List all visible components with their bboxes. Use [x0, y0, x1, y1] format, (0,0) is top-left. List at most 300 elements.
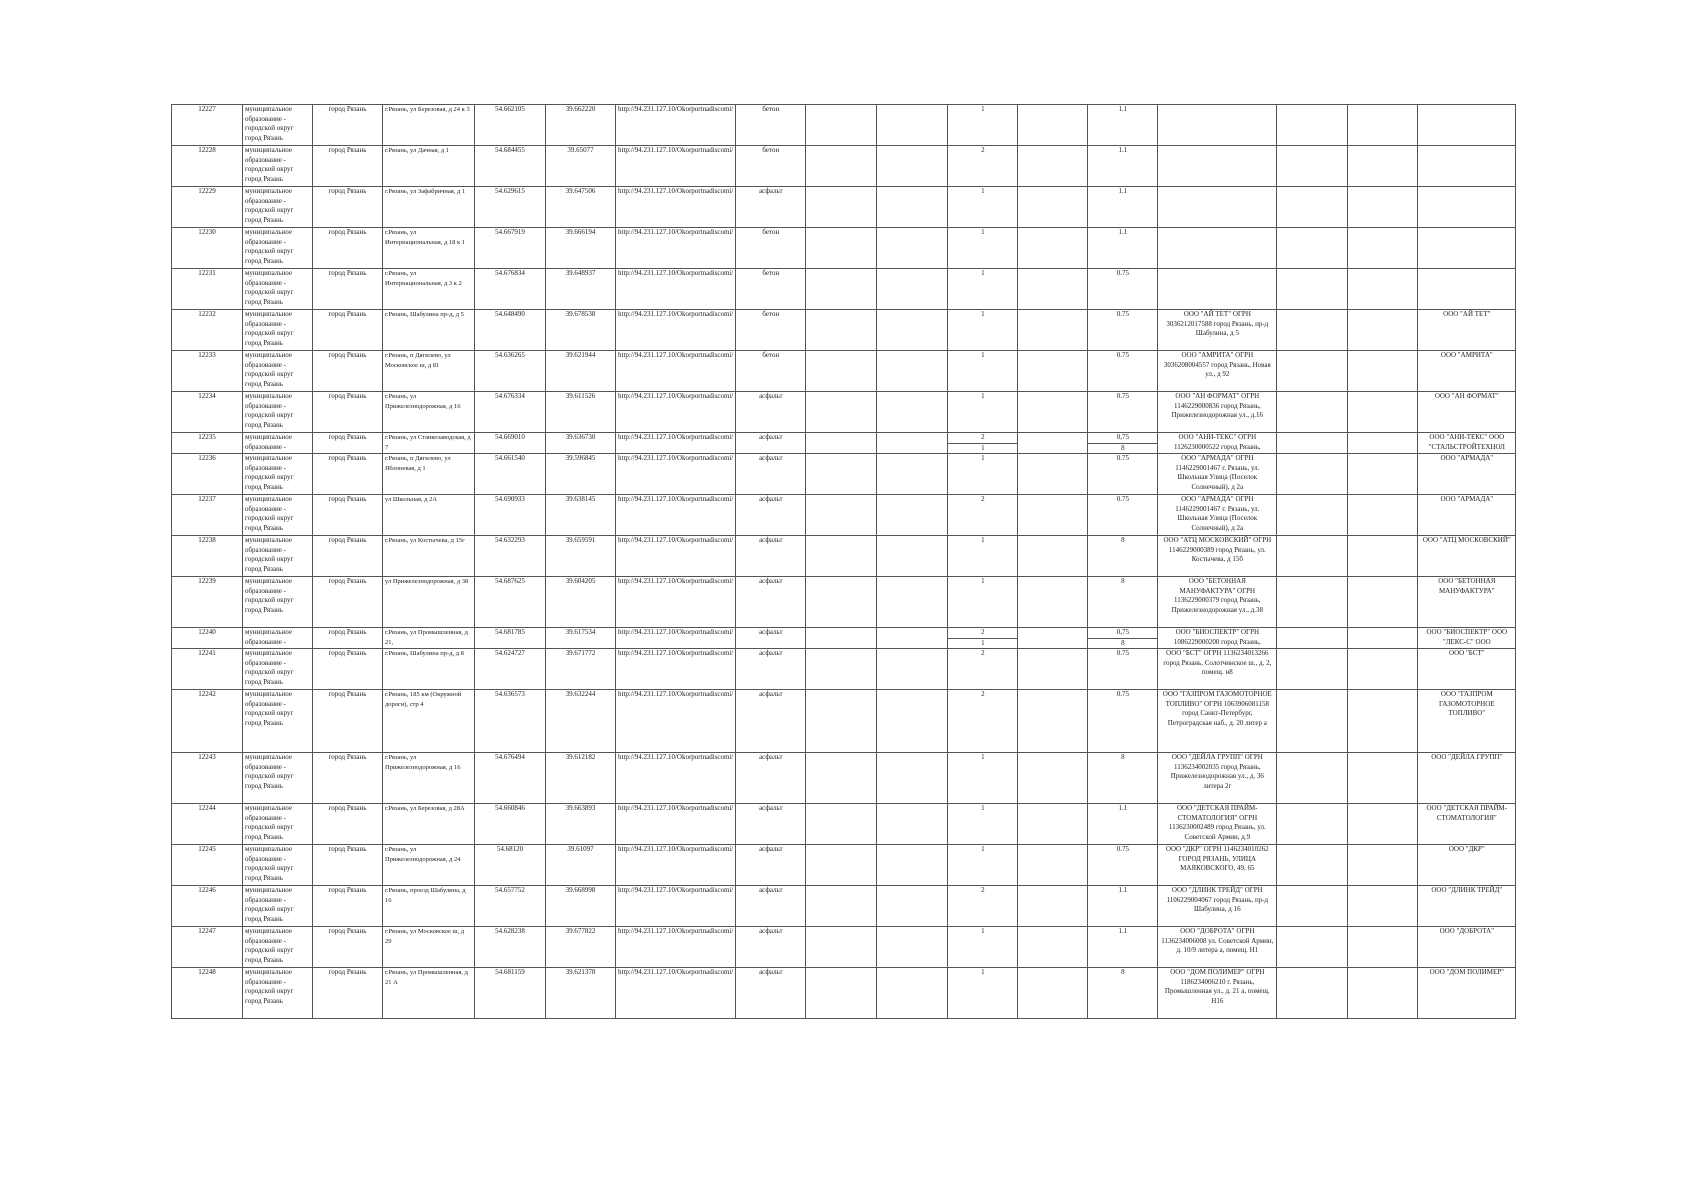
cell-owner_short: ООО "АМРИТА" — [1418, 351, 1516, 392]
cell-empty — [1018, 351, 1088, 392]
cell-city: город Рязань — [313, 495, 383, 536]
cell-address: г.Рязань, ул Интернациональная, д 3 к 2 — [383, 269, 475, 310]
cell-lon: 39.648937 — [546, 269, 616, 310]
table-row — [172, 454, 1516, 495]
cell-empty — [1018, 454, 1088, 495]
cell-address: г.Рязань, 185 км (Окружной дороги), стр 4 — [383, 690, 475, 753]
cell-empty — [877, 187, 948, 228]
cell-city: город Рязань — [313, 433, 383, 454]
cell-empty — [877, 228, 948, 269]
cell-owner_short: ООО "ДЛИНК ТРЕЙД" — [1418, 886, 1516, 927]
cell-url: http://94.231.127.10/Okorportnadiscomi/ — [616, 351, 736, 392]
cell-volume: 0.75 — [1088, 269, 1158, 310]
cell-volume: 1.1 — [1088, 886, 1158, 927]
cell-address: ул Школьная, д 2А — [383, 495, 475, 536]
cell-address: г.Рязань, ул Московское ш, д 29 — [383, 927, 475, 968]
cell-empty — [1018, 228, 1088, 269]
cell-lat: 54.676334 — [475, 392, 546, 433]
cell-empty — [806, 269, 877, 310]
cell-address: г.Рязань, ул Костычева, д 15г — [383, 536, 475, 577]
cell-org: муниципальное образование - городской округ город Рязань — [243, 886, 313, 927]
cell-owner: ООО "ГАЗПРОМ ГАЗОМОТОРНОЕ ТОПЛИВО" ОГРН 1063906081158 город Санкт-Петербург, Петроградская наб., д. 20 литер а — [1158, 690, 1277, 753]
cell-num: 12234 — [172, 392, 243, 433]
cell-empty — [1277, 886, 1348, 927]
cell-lat: 54.636573 — [475, 690, 546, 753]
cell-num: 12248 — [172, 968, 243, 1019]
cell-owner_short: ООО "АНИ-ТЕКС" ООО "СТАЛЬСТРОЙТЕХНОЛ — [1418, 433, 1516, 454]
cell-count-value-2: 1 — [948, 638, 1017, 649]
cell-num: 12236 — [172, 454, 243, 495]
cell-url: http://94.231.127.10/Okorportnadiscomi/ — [616, 577, 736, 628]
cell-url: http://94.231.127.10/Okorportnadiscomi/ — [616, 228, 736, 269]
cell-address: г.Рязань, ул Березовая, д 28А — [383, 804, 475, 845]
cell-org: муниципальное образование - городской округ город Рязань — [243, 577, 313, 628]
cell-num: 12232 — [172, 310, 243, 351]
cell-url: http://94.231.127.10/Okorportnadiscomi/ — [616, 753, 736, 804]
cell-empty — [1018, 649, 1088, 690]
cell-empty — [806, 495, 877, 536]
cell-url: http://94.231.127.10/Okorportnadiscomi/ — [616, 804, 736, 845]
cell-lon: 39.678538 — [546, 310, 616, 351]
cell-surface: асфальт — [736, 927, 806, 968]
cell-city: город Рязань — [313, 649, 383, 690]
cell-empty — [1277, 187, 1348, 228]
cell-lon: 39.621944 — [546, 351, 616, 392]
cell-owner_short: ООО "АРМАДА" — [1418, 454, 1516, 495]
cell-empty — [1018, 536, 1088, 577]
cell-empty — [806, 187, 877, 228]
cell-url: http://94.231.127.10/Okorportnadiscomi/ — [616, 433, 736, 454]
cell-empty — [1277, 628, 1348, 649]
cell-city: город Рязань — [313, 845, 383, 886]
cell-url: http://94.231.127.10/Okorportnadiscomi/ — [616, 310, 736, 351]
cell-surface: асфальт — [736, 845, 806, 886]
cell-org: муниципальное образование - городской округ город Рязань — [243, 269, 313, 310]
cell-volume: 1.1 — [1088, 927, 1158, 968]
cell-num: 12241 — [172, 649, 243, 690]
cell-owner: ООО "АРМАДА" ОГРН 1146229001467 г. Рязань, ул. Школьная Улица (Поселок Солнечный), д 2а — [1158, 495, 1277, 536]
cell-lon: 39.677822 — [546, 927, 616, 968]
cell-empty — [1348, 269, 1418, 310]
table-row — [172, 495, 1516, 536]
cell-empty — [877, 690, 948, 753]
cell-empty — [877, 804, 948, 845]
cell-owner: ООО "ДКР" ОГРН 1146234010262 ГОРОД РЯЗАНЬ, УЛИЦА МАЯКОВСКОГО, 49, 65 — [1158, 845, 1277, 886]
cell-surface: асфальт — [736, 968, 806, 1019]
cell-empty — [877, 536, 948, 577]
cell-city: город Рязань — [313, 927, 383, 968]
table-row — [172, 228, 1516, 269]
cell-empty — [877, 146, 948, 187]
cell-owner: ООО "АМРИТА" ОГРН 3036208004557 город Рязань, Новая ул., д 92 — [1158, 351, 1277, 392]
cell-empty — [1018, 269, 1088, 310]
cell-volume-value: 0,75 — [1116, 628, 1129, 636]
cell-empty — [877, 886, 948, 927]
cell-empty — [1348, 495, 1418, 536]
cell-count: 2 — [948, 495, 1018, 536]
cell-count: 1 — [948, 392, 1018, 433]
cell-empty — [806, 886, 877, 927]
cell-surface: асфальт — [736, 433, 806, 454]
cell-owner: ООО "ДЕЙЛА ГРУПП" ОГРН 1136234002035 город Рязань, Прижелезнодорожная ул., д. 36 литера 2г — [1158, 753, 1277, 804]
cell-city: город Рязань — [313, 351, 383, 392]
cell-count: 1 — [948, 845, 1018, 886]
cell-empty — [1277, 269, 1348, 310]
cell-empty — [806, 927, 877, 968]
cell-volume: 0.75 — [1088, 310, 1158, 351]
cell-empty — [806, 454, 877, 495]
cell-count — [948, 433, 1018, 454]
cell-empty — [806, 628, 877, 649]
cell-lon: 39.662220 — [546, 105, 616, 146]
cell-address: г.Рязань, ул Прижелезнодорожная, д 24 — [383, 845, 475, 886]
cell-empty — [806, 804, 877, 845]
cell-org: муниципальное образование - городской округ город Рязань — [243, 649, 313, 690]
cell-org: муниципальное образование - городской округ город Рязань — [243, 495, 313, 536]
cell-empty — [1277, 649, 1348, 690]
cell-org: муниципальное образование - городской округ город Рязань — [243, 845, 313, 886]
cell-empty — [1018, 628, 1088, 649]
cell-lon: 39.621378 — [546, 968, 616, 1019]
cell-count: 1 — [948, 351, 1018, 392]
cell-num: 12228 — [172, 146, 243, 187]
cell-count: 1 — [948, 105, 1018, 146]
table-row — [172, 927, 1516, 968]
cell-empty — [1018, 433, 1088, 454]
table-row — [172, 269, 1516, 310]
cell-empty — [877, 845, 948, 886]
cell-lat: 54.629615 — [475, 187, 546, 228]
cell-volume: 0.75 — [1088, 454, 1158, 495]
cell-count: 2 — [948, 690, 1018, 753]
cell-empty — [806, 968, 877, 1019]
cell-empty — [877, 495, 948, 536]
cell-empty — [806, 577, 877, 628]
cell-city: город Рязань — [313, 577, 383, 628]
cell-empty — [1277, 310, 1348, 351]
cell-count: 1 — [948, 753, 1018, 804]
cell-empty — [1277, 690, 1348, 753]
cell-lat: 54.681785 — [475, 628, 546, 649]
cell-address: г.Рязань, проезд Шабулина, д 16 — [383, 886, 475, 927]
table-row — [172, 753, 1516, 804]
data-table — [171, 104, 1516, 1019]
cell-count: 1 — [948, 454, 1018, 495]
cell-num: 12245 — [172, 845, 243, 886]
cell-empty — [1348, 392, 1418, 433]
cell-surface: бетон — [736, 269, 806, 310]
cell-empty — [1348, 187, 1418, 228]
cell-volume-value: 0,75 — [1116, 433, 1129, 441]
cell-empty — [1277, 105, 1348, 146]
cell-address: г.Рязань, ул Березовая, д 24 к 3 — [383, 105, 475, 146]
cell-empty — [877, 433, 948, 454]
cell-owner_short: ООО "БСТ" — [1418, 649, 1516, 690]
cell-lon: 39.668998 — [546, 886, 616, 927]
cell-num: 12233 — [172, 351, 243, 392]
cell-surface: асфальт — [736, 804, 806, 845]
cell-surface: асфальт — [736, 392, 806, 433]
cell-owner: ООО "БСТ" ОГРН 1136234013266 город Рязань, Солотчинское ш., д. 2, помещ. н8 — [1158, 649, 1277, 690]
cell-owner_short: ООО "БИОСПЕКТР" ООО "ЛЕКС-С" ООО — [1418, 628, 1516, 649]
cell-surface: бетон — [736, 228, 806, 269]
cell-empty — [1348, 577, 1418, 628]
cell-lon: 39.632244 — [546, 690, 616, 753]
cell-volume — [1088, 628, 1158, 649]
cell-city: город Рязань — [313, 269, 383, 310]
cell-count: 2 — [948, 886, 1018, 927]
cell-volume: 0.75 — [1088, 845, 1158, 886]
cell-owner_short: ООО "АН ФОРМАТ" — [1418, 392, 1516, 433]
cell-owner_short: ООО "АРМАДА" — [1418, 495, 1516, 536]
cell-count: 1 — [948, 577, 1018, 628]
cell-lon: 39.611526 — [546, 392, 616, 433]
cell-empty — [1018, 146, 1088, 187]
cell-empty — [1348, 628, 1418, 649]
cell-lon: 39.671772 — [546, 649, 616, 690]
cell-lat: 54.687625 — [475, 577, 546, 628]
cell-empty — [877, 968, 948, 1019]
cell-owner: ООО "АН ФОРМАТ" ОГРН 1146229000836 город Рязань, Прижелезнодорожная ул., д.16 — [1158, 392, 1277, 433]
cell-empty — [1018, 187, 1088, 228]
cell-empty — [1277, 228, 1348, 269]
table-row — [172, 577, 1516, 628]
cell-lon: 39.636730 — [546, 433, 616, 454]
cell-empty — [1018, 845, 1088, 886]
cell-city: город Рязань — [313, 536, 383, 577]
cell-count: 1 — [948, 927, 1018, 968]
cell-volume: 1.1 — [1088, 228, 1158, 269]
cell-owner: ООО "АТЦ МОСКОВСКИЙ" ОГРН 1146229000389 город Рязань, ул. Костычева, д 15б — [1158, 536, 1277, 577]
cell-surface: асфальт — [736, 577, 806, 628]
cell-url: http://94.231.127.10/Okorportnadiscomi/ — [616, 105, 736, 146]
cell-org: муниципальное образование - городской округ город Рязань — [243, 753, 313, 804]
table-row — [172, 845, 1516, 886]
cell-surface: асфальт — [736, 690, 806, 753]
cell-empty — [1277, 146, 1348, 187]
cell-org: муниципальное образование - городской округ город Рязань — [243, 351, 313, 392]
cell-empty — [1018, 804, 1088, 845]
cell-empty — [1348, 351, 1418, 392]
cell-lat: 54.669010 — [475, 433, 546, 454]
cell-owner_short — [1418, 228, 1516, 269]
cell-empty — [1348, 968, 1418, 1019]
cell-volume: 0.75 — [1088, 690, 1158, 753]
cell-lon: 39.638145 — [546, 495, 616, 536]
cell-count: 1 — [948, 968, 1018, 1019]
cell-empty — [877, 105, 948, 146]
cell-empty — [806, 845, 877, 886]
cell-count-value: 2 — [981, 433, 985, 441]
cell-volume-value-2: 8 — [1088, 443, 1157, 454]
cell-address: г.Рязань, ул Дачная, д 1 — [383, 146, 475, 187]
cell-empty — [806, 105, 877, 146]
cell-city: город Рязань — [313, 146, 383, 187]
cell-num: 12239 — [172, 577, 243, 628]
cell-surface: бетон — [736, 105, 806, 146]
cell-address: г.Рязань, п Дягилево, ул Яблоневая, д 1 — [383, 454, 475, 495]
cell-empty — [806, 146, 877, 187]
cell-count — [948, 628, 1018, 649]
cell-url: http://94.231.127.10/Okorportnadiscomi/ — [616, 146, 736, 187]
cell-lat: 54.68120 — [475, 845, 546, 886]
cell-num: 12231 — [172, 269, 243, 310]
cell-num: 12235 — [172, 433, 243, 454]
cell-city: город Рязань — [313, 690, 383, 753]
cell-owner — [1158, 105, 1277, 146]
cell-org: муниципальное образование - — [243, 433, 313, 454]
table-row — [172, 187, 1516, 228]
cell-empty — [1348, 804, 1418, 845]
cell-owner: ООО "ДЕТСКАЯ ПРАЙМ-СТОМАТОЛОГИЯ" ОГРН 1136230002489 город Рязань, ул. Советской Армии, д.9 — [1158, 804, 1277, 845]
cell-url: http://94.231.127.10/Okorportnadiscomi/ — [616, 927, 736, 968]
cell-org: муниципальное образование - городской округ город Рязань — [243, 187, 313, 228]
cell-count-value: 2 — [981, 628, 985, 636]
cell-volume: 8 — [1088, 536, 1158, 577]
cell-num: 12243 — [172, 753, 243, 804]
cell-city: город Рязань — [313, 392, 383, 433]
cell-address: г.Рязань, ул Интернациональная, д 18 к 1 — [383, 228, 475, 269]
cell-lat: 54.657752 — [475, 886, 546, 927]
cell-empty — [1348, 454, 1418, 495]
cell-surface: асфальт — [736, 886, 806, 927]
cell-url: http://94.231.127.10/Okorportnadiscomi/ — [616, 845, 736, 886]
cell-empty — [1348, 845, 1418, 886]
cell-empty — [1277, 454, 1348, 495]
cell-lat: 54.632293 — [475, 536, 546, 577]
cell-lat: 54.624727 — [475, 649, 546, 690]
cell-owner: ООО "АЙ ТЕТ" ОГРН 3036212017588 город Рязань, пр-д Шабулина, д 5 — [1158, 310, 1277, 351]
cell-lat: 54.628238 — [475, 927, 546, 968]
cell-num: 12229 — [172, 187, 243, 228]
cell-lat: 54.690933 — [475, 495, 546, 536]
cell-empty — [877, 310, 948, 351]
cell-empty — [1018, 968, 1088, 1019]
cell-surface: бетон — [736, 351, 806, 392]
cell-empty — [1018, 310, 1088, 351]
cell-city: город Рязань — [313, 628, 383, 649]
cell-volume: 1.1 — [1088, 105, 1158, 146]
cell-address: г.Рязань, Шабулина пр-д, д 5 — [383, 310, 475, 351]
cell-empty — [1277, 753, 1348, 804]
cell-url: http://94.231.127.10/Okorportnadiscomi/ — [616, 968, 736, 1019]
table-row — [172, 105, 1516, 146]
cell-owner_short — [1418, 269, 1516, 310]
cell-city: город Рязань — [313, 968, 383, 1019]
cell-num: 12238 — [172, 536, 243, 577]
cell-owner: ООО "АРМАДА" ОГРН 1146229001467 г. Рязань, ул. Школьная Улица (Поселок Солнечный), д 2а — [1158, 454, 1277, 495]
cell-city: город Рязань — [313, 310, 383, 351]
cell-owner_short: ООО "ДОМ ПОЛИМЕР" — [1418, 968, 1516, 1019]
cell-empty — [1277, 433, 1348, 454]
cell-num: 12230 — [172, 228, 243, 269]
cell-city: город Рязань — [313, 105, 383, 146]
cell-num: 12244 — [172, 804, 243, 845]
cell-empty — [1018, 690, 1088, 753]
cell-volume: 8 — [1088, 577, 1158, 628]
cell-empty — [1018, 753, 1088, 804]
table-row — [172, 886, 1516, 927]
cell-num: 12237 — [172, 495, 243, 536]
cell-count: 1 — [948, 228, 1018, 269]
cell-surface: асфальт — [736, 454, 806, 495]
cell-owner: ООО "ДОБРОТА" ОГРН 1136234006008 ул. Советской Армии, д. 10/9 литера а, помещ. Н1 — [1158, 927, 1277, 968]
cell-address: г.Рязань, п Дягилево, ул Московское ш, д 81 — [383, 351, 475, 392]
cell-volume: 0.75 — [1088, 351, 1158, 392]
cell-count: 1 — [948, 536, 1018, 577]
cell-volume: 0.75 — [1088, 495, 1158, 536]
cell-empty — [1018, 927, 1088, 968]
cell-owner_short: ООО "БЕТОННАЯ МАНУФАКТУРА" — [1418, 577, 1516, 628]
cell-empty — [1277, 927, 1348, 968]
cell-org: муниципальное образование - городской округ город Рязань — [243, 536, 313, 577]
cell-lat: 54.676494 — [475, 753, 546, 804]
cell-surface: асфальт — [736, 187, 806, 228]
cell-volume: 1.1 — [1088, 146, 1158, 187]
cell-empty — [1348, 886, 1418, 927]
cell-empty — [806, 351, 877, 392]
cell-empty — [1277, 495, 1348, 536]
cell-url: http://94.231.127.10/Okorportnadiscomi/ — [616, 536, 736, 577]
cell-owner: ООО "БЕТОННАЯ МАНУФАКТУРА" ОГРН 1136229000379 город Рязань, Прижелезнодорожная ул., д.38 — [1158, 577, 1277, 628]
cell-owner_short: ООО "ГАЗПРОМ ГАЗОМОТОРНОЕ ТОПЛИВО" — [1418, 690, 1516, 753]
table-row — [172, 351, 1516, 392]
cell-volume: 8 — [1088, 753, 1158, 804]
cell-empty — [1277, 392, 1348, 433]
cell-count: 1 — [948, 310, 1018, 351]
cell-owner_short — [1418, 146, 1516, 187]
cell-volume: 0.75 — [1088, 392, 1158, 433]
cell-lat: 54.667919 — [475, 228, 546, 269]
cell-volume: 1.1 — [1088, 804, 1158, 845]
cell-empty — [1277, 804, 1348, 845]
cell-volume: 8 — [1088, 968, 1158, 1019]
cell-owner_short: ООО "ДКР" — [1418, 845, 1516, 886]
cell-city: город Рязань — [313, 454, 383, 495]
cell-url: http://94.231.127.10/Okorportnadiscomi/ — [616, 649, 736, 690]
cell-empty — [806, 690, 877, 753]
cell-owner_short: ООО "ДЕТСКАЯ ПРАЙМ-СТОМАТОЛОГИЯ" — [1418, 804, 1516, 845]
cell-empty — [1348, 146, 1418, 187]
cell-empty — [806, 310, 877, 351]
cell-surface: асфальт — [736, 628, 806, 649]
cell-city: город Рязань — [313, 804, 383, 845]
cell-lon: 39.663893 — [546, 804, 616, 845]
cell-org: муниципальное образование - городской округ город Рязань — [243, 454, 313, 495]
cell-address: г.Рязань, ул Станкозаводская, д 7 — [383, 433, 475, 454]
cell-address: г.Рязань, ул Прижелезнодорожная, д 16 — [383, 392, 475, 433]
cell-count-value-2: 1 — [948, 443, 1017, 454]
cell-owner — [1158, 269, 1277, 310]
cell-empty — [806, 649, 877, 690]
table-row — [172, 392, 1516, 433]
table-row — [172, 310, 1516, 351]
cell-owner_short — [1418, 105, 1516, 146]
cell-lat: 54.662105 — [475, 105, 546, 146]
cell-lat: 54.660846 — [475, 804, 546, 845]
cell-volume: 0.75 — [1088, 649, 1158, 690]
cell-org: муниципальное образование - городской округ город Рязань — [243, 690, 313, 753]
table-row — [172, 649, 1516, 690]
cell-volume — [1088, 433, 1158, 454]
cell-lon: 39.659591 — [546, 536, 616, 577]
cell-owner — [1158, 187, 1277, 228]
cell-lon: 39.647506 — [546, 187, 616, 228]
cell-owner: ООО "ДОМ ПОЛИМЕР" ОГРН 1186234006210 г. Рязань, Промышленная ул., д. 21 а, помещ. Н16 — [1158, 968, 1277, 1019]
cell-owner — [1158, 228, 1277, 269]
cell-org: муниципальное образование - городской округ город Рязань — [243, 146, 313, 187]
cell-empty — [877, 269, 948, 310]
